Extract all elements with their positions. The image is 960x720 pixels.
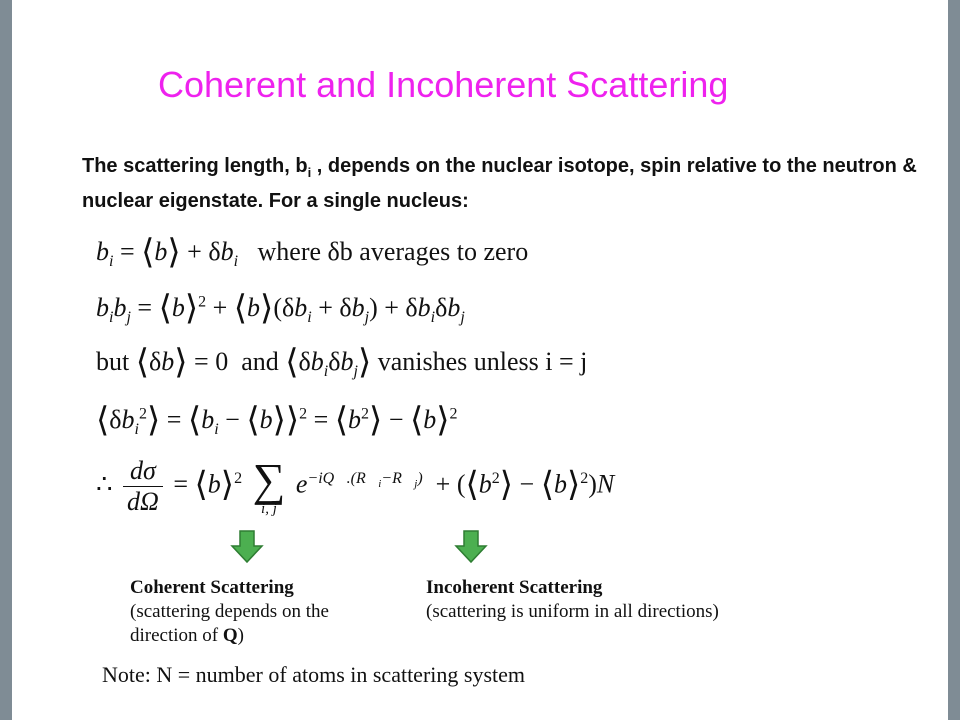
footnote: Note: N = number of atoms in scattering system xyxy=(102,662,525,687)
equation-2: $b_ib_j$ = ⟨b⟩$^2$ + $⟨b⟩(\delta b_i + \delta b_j) + \delta b_i\delta b_j$ xyxy=(96,290,465,327)
down-arrow-incoherent-icon xyxy=(454,530,488,564)
slide xyxy=(12,0,948,720)
coherent-heading: Coherent Scattering xyxy=(130,577,294,598)
equation-5: ∴ $\frac{d\sigma}{d\Omega}$ = ⟨b⟩$^2$ ∑ i, j $e^{-iQ⃗.(R⃗_i-R⃗_j)}$ + ($⟨b^2⟩$ − ⟨b⟩$^2$)N xyxy=(96,453,615,517)
intro-text-end: , depends on the nuclear isotope, spin relative to the neutron & nuclear eigenstate. For a single nucleus: xyxy=(82,155,917,212)
equation-1-text: where δb averages to zero xyxy=(257,237,529,266)
equation-3-and: and xyxy=(241,347,279,376)
equation-4: $⟨\delta b_i^2⟩$ = $⟨b_i$ − ⟨b⟩⟩$^2$ = $⟨b^2⟩$ − ⟨b⟩$^2$ xyxy=(96,402,458,439)
coherent-close: ) xyxy=(237,625,244,646)
intro-paragraph xyxy=(82,152,922,215)
coherent-q: Q xyxy=(222,625,238,646)
coherent-line2: direction of xyxy=(130,625,219,646)
sum-symbol: ∑ i, j xyxy=(252,453,286,517)
coherent-line1: (scattering depends on the xyxy=(130,601,329,622)
equation-3-but: but xyxy=(96,347,130,376)
equation-3: but ⟨δb⟩ = 0 and $⟨\delta b_i\delta b_j⟩$ vanishes unless i = j xyxy=(96,344,588,381)
incoherent-heading: Incoherent Scattering xyxy=(426,577,603,598)
left-frame xyxy=(0,0,12,720)
equation-1: $b_i$ = ⟨b⟩ + $\delta b_i$ where δb averages to zero xyxy=(96,234,529,271)
coherent-label xyxy=(130,576,329,648)
equation-3-tail: vanishes unless i = j xyxy=(377,347,588,376)
slide-title: Coherent and Incoherent Scattering xyxy=(158,64,729,105)
cross-section-fraction: $\frac{d\sigma}{d\Omega}$ xyxy=(123,456,163,517)
incoherent-line1: (scattering is uniform in all directions) xyxy=(426,601,719,622)
intro-text-start: The scattering length, b xyxy=(82,155,308,177)
incoherent-label xyxy=(426,576,719,624)
down-arrow-coherent-icon xyxy=(230,530,264,564)
right-frame xyxy=(948,0,960,720)
intro-subscript: i xyxy=(307,165,312,180)
